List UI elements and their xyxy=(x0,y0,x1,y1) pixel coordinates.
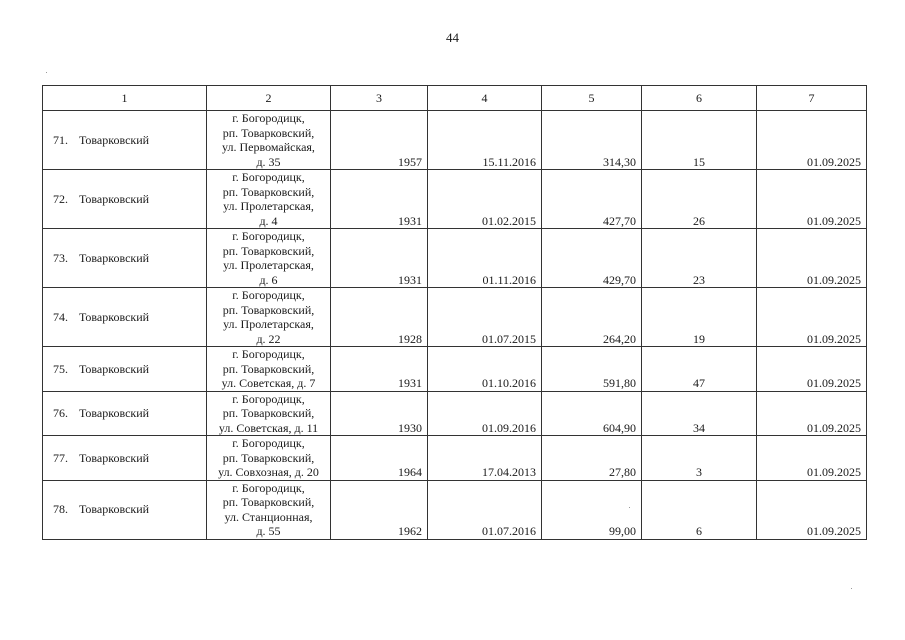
area-cell: 429,70 xyxy=(542,229,642,288)
deadline-cell: 01.09.2025 xyxy=(757,480,867,539)
date-cell: 01.10.2016 xyxy=(428,347,542,392)
address-line: г. Богородицк, xyxy=(232,436,305,450)
district-cell xyxy=(43,480,207,539)
count-cell: 47 xyxy=(642,347,757,392)
column-header: 7 xyxy=(757,86,867,111)
table-row xyxy=(43,436,867,481)
district-name: Товарковский xyxy=(79,406,150,420)
deadline-cell: 01.09.2025 xyxy=(757,170,867,229)
address-cell xyxy=(207,170,331,229)
table-row xyxy=(43,391,867,436)
row-number: 71. xyxy=(53,132,68,147)
address-cell xyxy=(207,391,331,436)
area-cell: 264,20 xyxy=(542,288,642,347)
count-cell: 26 xyxy=(642,170,757,229)
year-cell: 1957 xyxy=(331,111,428,170)
address-line: г. Богородицк, xyxy=(232,229,305,243)
district-name: Товарковский xyxy=(79,191,150,206)
address-line: рп. Товарковский, xyxy=(222,243,315,258)
deadline-cell: 01.09.2025 xyxy=(757,288,867,347)
scan-speck xyxy=(46,72,47,73)
district-cell xyxy=(43,229,207,288)
district-name: Товарковский xyxy=(79,250,150,265)
column-header: 5 xyxy=(542,86,642,111)
date-cell: 17.04.2013 xyxy=(428,436,542,481)
address-cell xyxy=(207,480,331,539)
scan-speck xyxy=(629,507,630,508)
address-line: рп. Товарковский, xyxy=(222,184,315,199)
table-row xyxy=(43,111,867,170)
address-cell xyxy=(207,347,331,392)
address-line: ул. Пролетарская, xyxy=(223,199,314,213)
row-number: 75. xyxy=(53,361,68,376)
scan-speck xyxy=(851,588,852,589)
row-number: 73. xyxy=(53,250,68,265)
column-header: 3 xyxy=(331,86,428,111)
address-line: рп. Товарковский, xyxy=(222,406,315,420)
address-line: ул. Пролетарская, xyxy=(223,258,314,272)
address-line: рп. Товарковский, xyxy=(222,302,315,317)
district-cell xyxy=(43,111,207,170)
address-line: ул. Советская, д. 7 xyxy=(221,376,316,390)
address-cell xyxy=(207,288,331,347)
row-number: 78. xyxy=(53,502,68,517)
year-cell: 1931 xyxy=(331,170,428,229)
row-number: 72. xyxy=(53,191,68,206)
address-line: ул. Совхозная, д. 20 xyxy=(218,465,319,479)
address-line: г. Богородицк, xyxy=(232,480,305,495)
district-cell xyxy=(43,170,207,229)
area-cell: 604,90 xyxy=(542,391,642,436)
address-line: д. 4 xyxy=(259,213,278,228)
deadline-cell: 01.09.2025 xyxy=(757,347,867,392)
deadline-cell: 01.09.2025 xyxy=(757,391,867,436)
year-cell: 1930 xyxy=(331,391,428,436)
date-cell: 01.11.2016 xyxy=(428,229,542,288)
column-header: 1 xyxy=(43,86,207,111)
address-cell xyxy=(207,111,331,170)
district-cell xyxy=(43,436,207,481)
district-name: Товарковский xyxy=(79,361,150,376)
count-cell: 19 xyxy=(642,288,757,347)
table-row xyxy=(43,347,867,392)
address-line: г. Богородицк, xyxy=(232,111,305,125)
count-cell: 6 xyxy=(642,480,757,539)
count-cell: 3 xyxy=(642,436,757,481)
row-number: 77. xyxy=(53,450,68,465)
address-line: рп. Товарковский, xyxy=(222,495,315,509)
address-line: д. 35 xyxy=(256,154,281,169)
date-cell: 15.11.2016 xyxy=(428,111,542,170)
deadline-cell: 01.09.2025 xyxy=(757,229,867,288)
table-header-row xyxy=(43,86,867,111)
address-line: рп. Товарковский, xyxy=(222,450,315,465)
year-cell: 1964 xyxy=(331,436,428,481)
district-name: Товарковский xyxy=(79,132,150,147)
area-cell: 591,80 xyxy=(542,347,642,392)
address-line: ул. Пролетарская, xyxy=(223,317,314,331)
count-cell: 15 xyxy=(642,111,757,170)
address-line: д. 55 xyxy=(256,524,281,538)
area-cell: 27,80 xyxy=(542,436,642,481)
address-line: ул. Первомайская, xyxy=(222,140,315,154)
district-name: Товарковский xyxy=(79,309,150,324)
date-cell: 01.02.2015 xyxy=(428,170,542,229)
year-cell: 1928 xyxy=(331,288,428,347)
year-cell: 1931 xyxy=(331,347,428,392)
date-cell: 01.07.2015 xyxy=(428,288,542,347)
address-line: г. Богородицк, xyxy=(232,347,305,361)
district-name: Товарковский xyxy=(79,450,150,465)
district-cell xyxy=(43,391,207,436)
count-cell: 34 xyxy=(642,391,757,436)
count-cell: 23 xyxy=(642,229,757,288)
year-cell: 1962 xyxy=(331,480,428,539)
date-cell: 01.09.2016 xyxy=(428,391,542,436)
row-number: 74. xyxy=(53,309,68,324)
address-line: д. 22 xyxy=(256,331,281,346)
date-cell: 01.07.2016 xyxy=(428,480,542,539)
address-line: г. Богородицк, xyxy=(232,288,305,302)
address-line: рп. Товарковский, xyxy=(222,361,315,376)
page-number: 44 xyxy=(446,30,459,45)
address-line: рп. Товарковский, xyxy=(222,125,315,140)
area-cell: 99,00 xyxy=(542,480,642,539)
address-line: д. 6 xyxy=(259,272,278,287)
address-line: г. Богородицк, xyxy=(232,170,305,184)
table-row xyxy=(43,170,867,229)
deadline-cell: 01.09.2025 xyxy=(757,436,867,481)
deadline-cell: 01.09.2025 xyxy=(757,111,867,170)
housing-registry-table xyxy=(42,85,867,540)
area-cell: 427,70 xyxy=(542,170,642,229)
table-row xyxy=(43,480,867,539)
address-line: ул. Станционная, xyxy=(224,509,313,524)
district-cell xyxy=(43,288,207,347)
table-row xyxy=(43,229,867,288)
area-cell: 314,30 xyxy=(542,111,642,170)
column-header: 6 xyxy=(642,86,757,111)
column-header: 4 xyxy=(428,86,542,111)
table-row xyxy=(43,288,867,347)
year-cell: 1931 xyxy=(331,229,428,288)
district-name: Товарковский xyxy=(79,502,150,517)
address-cell xyxy=(207,436,331,481)
address-cell xyxy=(207,229,331,288)
row-number: 76. xyxy=(53,406,68,420)
column-header: 2 xyxy=(207,86,331,111)
address-line: г. Богородицк, xyxy=(232,391,305,406)
address-line: ул. Советская, д. 11 xyxy=(218,420,319,435)
district-cell xyxy=(43,347,207,392)
